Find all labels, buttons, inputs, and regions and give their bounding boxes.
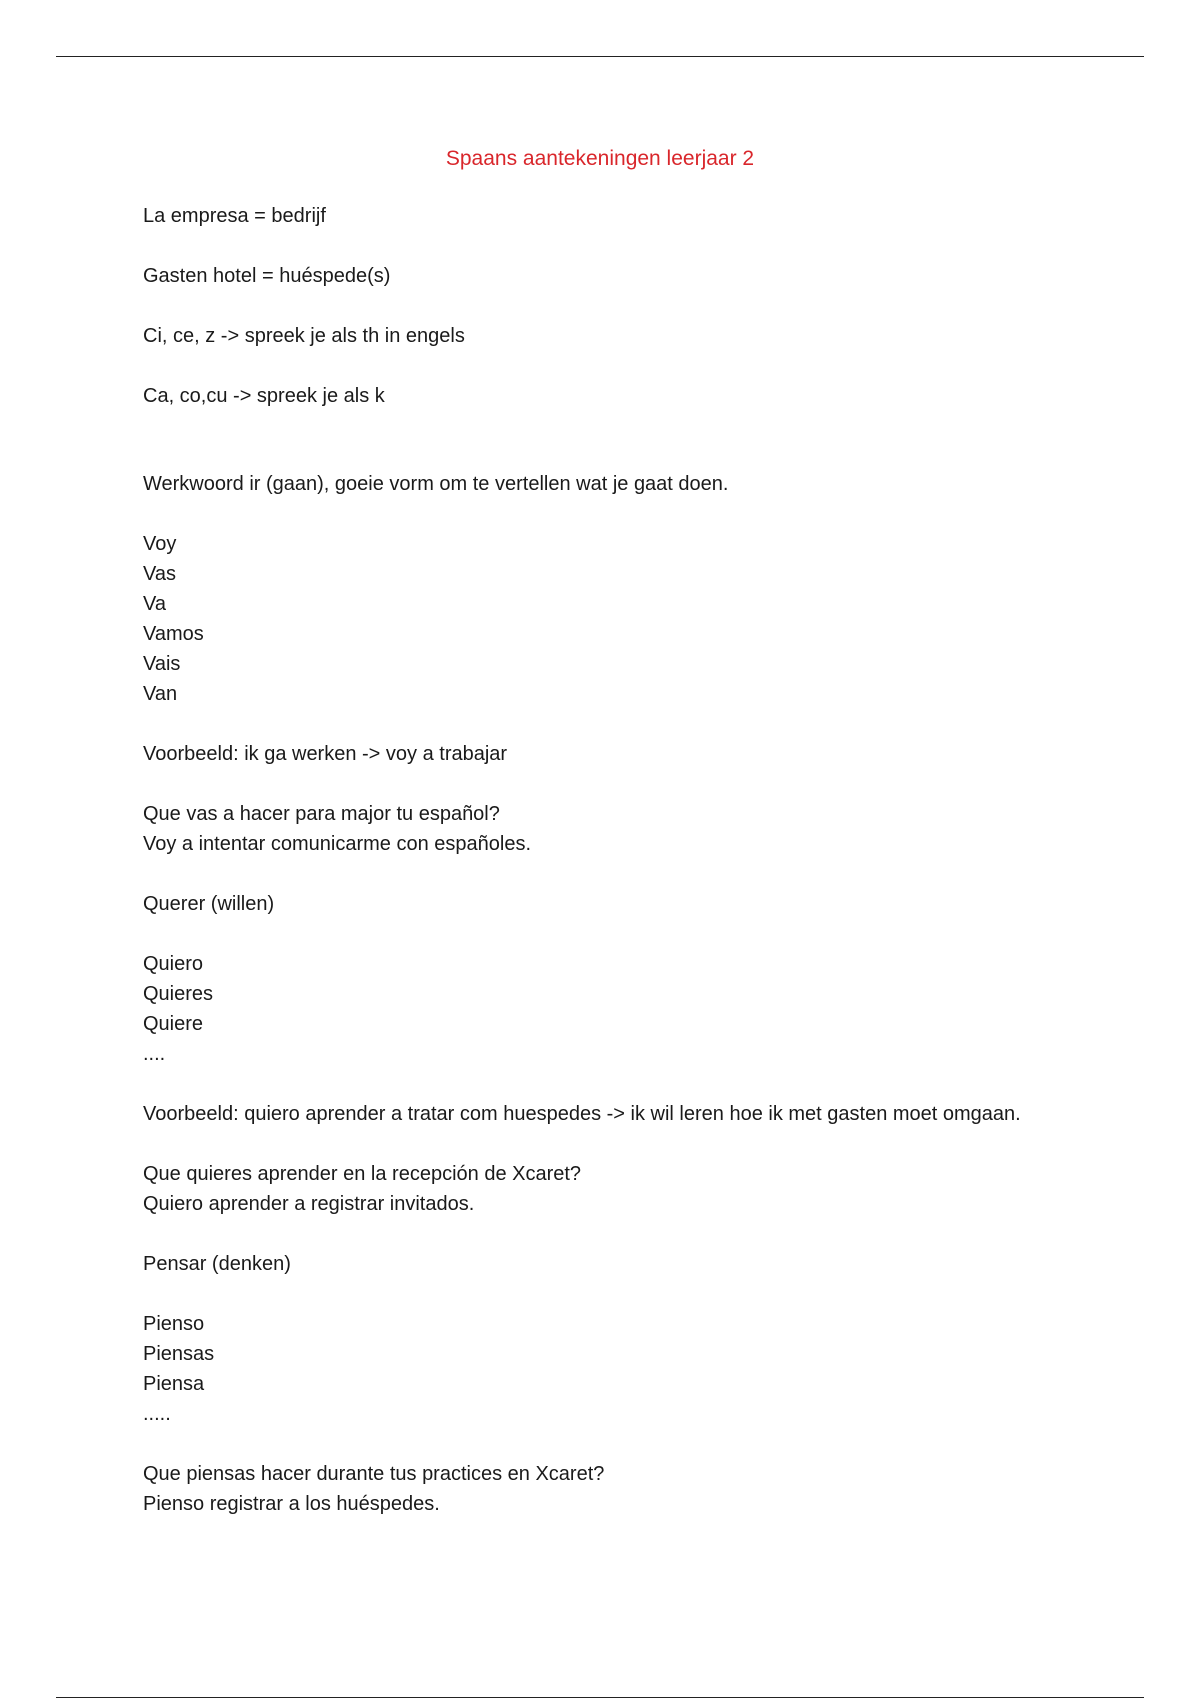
- text-line: Werkwoord ir (gaan), goeie vorm om te vertellen wat je gaat doen.: [143, 473, 729, 495]
- text-line: Pienso registrar a los huéspedes.: [143, 1493, 440, 1515]
- text-line: Voy a intentar comunicarme con españoles.: [143, 833, 531, 855]
- paragraph: [143, 321, 1043, 351]
- top-rule: [56, 56, 1144, 57]
- conjugation-list-querer: [143, 949, 1043, 1069]
- paragraph: [143, 201, 1043, 231]
- conjugation-item: .....: [143, 1403, 171, 1425]
- spacer: [143, 411, 1043, 469]
- conjugation-list-ir: [143, 529, 1043, 709]
- paragraph: [143, 1249, 1043, 1279]
- conjugation-item: ....: [143, 1043, 166, 1065]
- text-line: Ci, ce, z -> spreek je als th in engels: [143, 325, 465, 347]
- text-line: Voorbeeld: quiero aprender a tratar com huespedes -> ik wil leren hoe ik met gasten moet omgaan.: [143, 1103, 1021, 1125]
- paragraph: [143, 739, 1043, 769]
- conjugation-item: Quiere: [143, 1013, 204, 1035]
- paragraph: [143, 381, 1043, 411]
- text-line: La empresa = bedrijf: [143, 205, 326, 227]
- paragraph: [143, 1099, 1043, 1129]
- text-line: Voorbeeld: ik ga werken -> voy a trabajar: [143, 743, 508, 765]
- document-title: Spaans aantekeningen leerjaar 2: [445, 147, 755, 170]
- conjugation-item: Quieres: [143, 983, 214, 1005]
- text-line: Gasten hotel = huéspede(s): [143, 265, 391, 287]
- conjugation-item: Voy: [143, 533, 177, 555]
- document-body: [143, 201, 1043, 1549]
- text-line: Que quieres aprender en la recepción de Xcaret?: [143, 1163, 582, 1185]
- paragraph: [143, 889, 1043, 919]
- paragraph: [143, 261, 1043, 291]
- conjugation-item: Quiero: [143, 953, 204, 975]
- conjugation-item: Piensas: [143, 1343, 215, 1365]
- conjugation-item: Piensa: [143, 1373, 205, 1395]
- text-line: Que piensas hacer durante tus practices en Xcaret?: [143, 1463, 605, 1485]
- text-line: Que vas a hacer para major tu español?: [143, 803, 500, 825]
- paragraph: [143, 1159, 1043, 1219]
- bottom-rule: [56, 1697, 1144, 1698]
- conjugation-item: Pienso: [143, 1313, 205, 1335]
- conjugation-item: Va: [143, 593, 166, 615]
- conjugation-item: Van: [143, 683, 178, 705]
- text-line: Quiero aprender a registrar invitados.: [143, 1193, 475, 1215]
- conjugation-item: Vamos: [143, 623, 204, 645]
- paragraph: [143, 1459, 1043, 1519]
- text-line: Querer (willen): [143, 893, 275, 915]
- conjugation-item: Vais: [143, 653, 181, 675]
- text-line: Pensar (denken): [143, 1253, 291, 1275]
- conjugation-list-pensar: [143, 1309, 1043, 1429]
- paragraph: [143, 469, 1043, 499]
- text-line: Ca, co,cu -> spreek je als k: [143, 385, 385, 407]
- conjugation-item: Vas: [143, 563, 176, 585]
- paragraph: [143, 799, 1043, 859]
